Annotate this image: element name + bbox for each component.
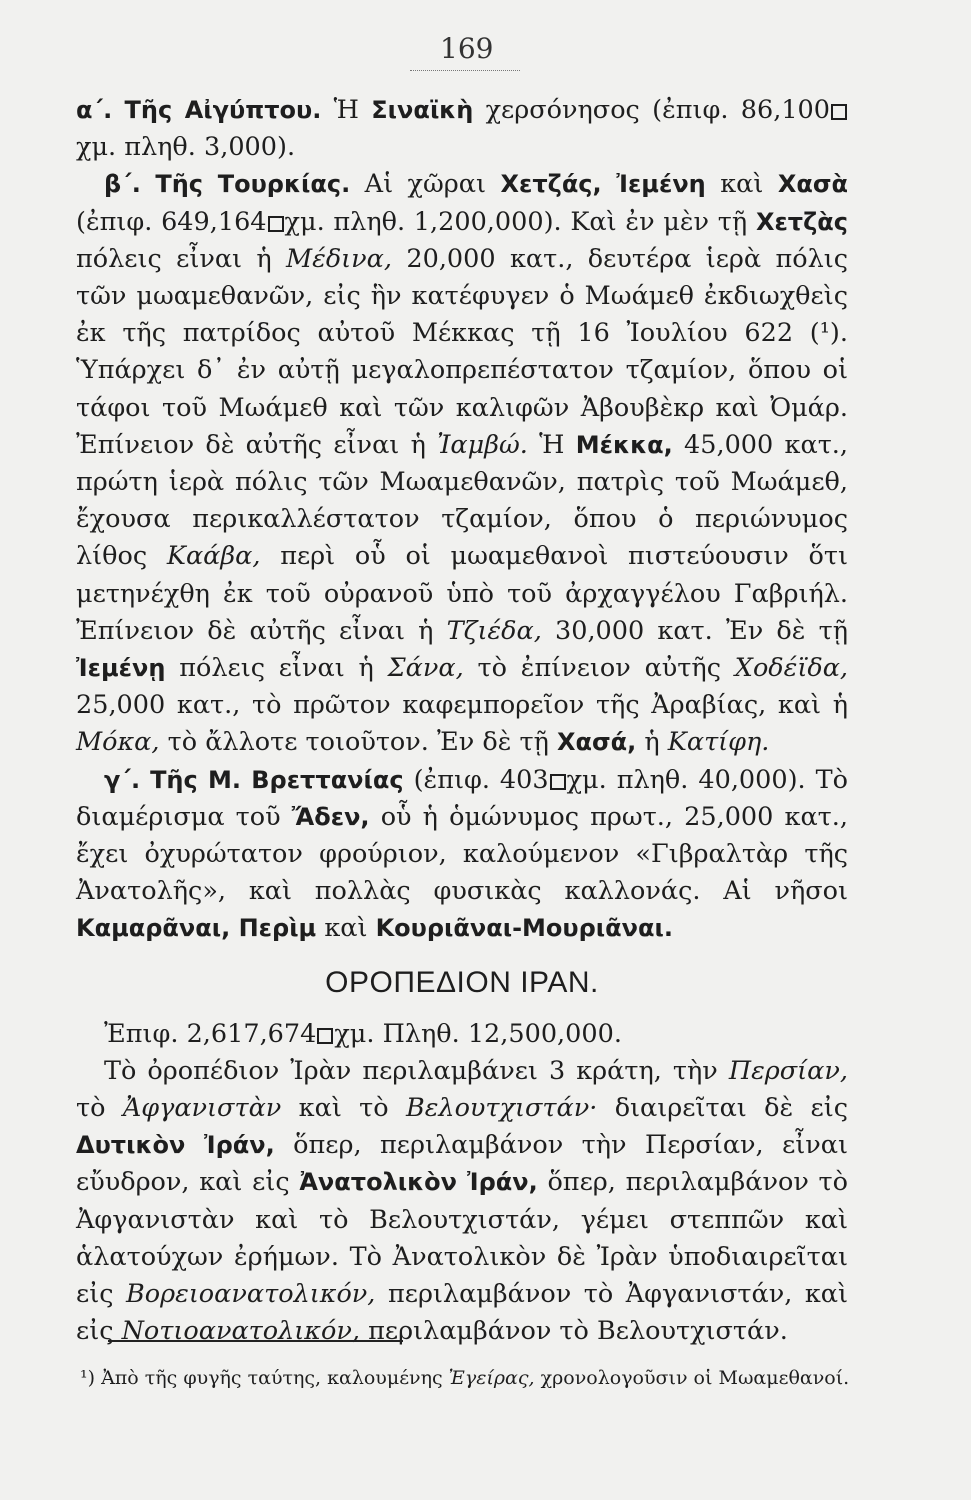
- page-number: 169: [440, 32, 494, 65]
- text: χμ. πληθ. 3,000).: [76, 132, 296, 163]
- place-name: Ἰεμένῃ: [76, 654, 166, 683]
- text: χμ. πληθ. 1,200,000). Καὶ ἐν μὲν τῇ: [284, 206, 748, 237]
- text: καὶ: [720, 169, 764, 200]
- place-name: Χασὰ: [777, 170, 848, 199]
- place-name: Χετζάς, Ἰεμένη: [500, 170, 706, 199]
- text: χρονολογοῦσιν οἱ Μωαμεθανοί.: [540, 1367, 850, 1389]
- main-text: [76, 92, 848, 1351]
- place-name: Ἄδεν,: [291, 802, 370, 831]
- square-symbol-icon: [831, 104, 847, 120]
- place-name: Χασά,: [557, 728, 637, 757]
- text: Ἐπιφ. 2,617,674: [104, 1018, 317, 1049]
- city-name: Ἰαμβώ.: [437, 429, 528, 460]
- text: περὶ οὗ οἱ μωαμεθανοὶ πιστεύουσιν ὅτι μετηνέχθη ἐκ τοῦ οὐρανοῦ ὑπὸ τοῦ ἀρχαγγέλου Γαβριήλ. Ἐπίνειον δὲ αὐτῆς εἶναι ἡ: [76, 541, 848, 646]
- city-name: Καάβα,: [166, 541, 261, 572]
- text: χμ. Πληθ. 12,500,000.: [334, 1018, 622, 1049]
- page-number-rule: [410, 70, 520, 71]
- section-egypt: [76, 92, 848, 166]
- text: τὸ ἄλλοτε τοιοῦτον. Ἐν δὲ τῇ: [167, 727, 549, 758]
- footnote-rule: [108, 1340, 403, 1342]
- text: (ἐπιφ. 649,164: [76, 206, 267, 237]
- city-name: Κατίφη.: [667, 727, 770, 758]
- text: Ἀπὸ τῆς φυγῆς ταύτης, καλουμένης: [101, 1367, 443, 1389]
- heading-iran-plateau: ΟΡΟΠΕΔΙΟΝ ΙΡΑΝ.: [325, 965, 599, 999]
- section-title: Τῆς Μ. Βρεττανίας: [150, 765, 404, 794]
- place-name: Κουριᾶναι-Μουριᾶναι.: [375, 914, 673, 943]
- text: πόλεις εἶναι ἡ: [76, 243, 272, 274]
- place-name: Σιναϊκὴ: [371, 96, 474, 124]
- text: οὗ ἡ ὁμώνυμος πρωτ., 25,000 κατ., ἔχει ὀχυρώτατον φρούριον, καλούμενον «Γιβραλτὰρ τῆς Ἀνατολῆς», καὶ πολλὰς φυσικὰς καλλονάς. Αἱ νῆσοι: [76, 801, 848, 907]
- text: τὸ ἐπίνειον αὐτῆς: [477, 653, 721, 684]
- text: 45,000 κατ., πρώτη ἱερὰ πόλις τῶν Μωαμεθανῶν, πατρὶς τοῦ Μωάμεθ, ἔχουσα περικαλλέστατον τζαμίον, ὅπου ὁ περιώνυμος λίθος: [76, 429, 849, 572]
- text: (ἐπιφ. 403: [413, 764, 549, 795]
- place-name: Χετζὰς: [755, 207, 849, 236]
- text: χερσόνησος (ἐπιφ. 86,100: [485, 95, 830, 125]
- text: πόλεις εἶναι ἡ: [179, 653, 374, 684]
- section-title: Τῆς Αἰγύπτου.: [124, 96, 322, 124]
- city-name: Μέδινα,: [286, 243, 393, 274]
- term: Ἐγείρας,: [448, 1367, 535, 1389]
- place-name: Μέκκα,: [575, 430, 673, 459]
- iran-stats: [76, 1016, 848, 1053]
- country-name: Περσίαν,: [728, 1055, 849, 1086]
- text: 30,000 κατ. Ἐν δὲ τῇ: [555, 615, 848, 646]
- region-name: Νοτιοανατολικόν,: [121, 1316, 360, 1347]
- section-label: β΄.: [104, 170, 141, 199]
- region-name: Δυτικὸν Ἰράν,: [76, 1131, 275, 1160]
- place-name: Καμαρᾶναι, Περὶμ: [76, 914, 317, 943]
- country-name: Βελουτχιστάν·: [405, 1093, 598, 1124]
- section-turkey: [76, 166, 848, 761]
- text: τὸ: [76, 1093, 106, 1124]
- section-title: Τῆς Τουρκίας.: [155, 170, 351, 199]
- iran-paragraph: [76, 1053, 848, 1351]
- text: ὅπερ, περιλαμβάνον τὴν Περσίαν, εἶναι εὔυδρον, καὶ εἰς: [76, 1130, 848, 1198]
- text: περιλαμβάνον τὸ Ἀφγανιστάν, καὶ εἰς: [76, 1279, 848, 1347]
- square-symbol-icon: [550, 774, 566, 790]
- text: καὶ τὸ: [298, 1093, 389, 1124]
- text: 20,000 κατ., δευτέρα ἱερὰ πόλις τῶν μωαμεθανῶν, εἰς ἣν κατέφυγεν ὁ Μωάμεθ ἐκδιωχθεὶς ἐκ τῆς πατρίδος αὐτοῦ Μέκκας τῇ 16 Ἰουλίου 622 (¹). Ὑπάρχει δ᾽ ἐν αὐτῇ μεγαλοπρεπέστατον τζαμίον, ὅπου οἱ τάφοι τοῦ Μωάμεθ καὶ τῶν καλιφῶν Ἀβουβὲκρ καὶ Ὀμάρ. Ἐπίνειον δὲ αὐτῆς εἶναι ἡ: [76, 243, 849, 460]
- text: Ἡ: [333, 95, 359, 125]
- section-label: γ΄.: [104, 765, 141, 794]
- country-name: Ἀφγανιστὰν: [122, 1093, 282, 1124]
- section-britain: [76, 762, 848, 948]
- city-name: Μόκα,: [76, 727, 160, 758]
- text: Ἡ: [539, 429, 565, 460]
- text: διαιρεῖται δὲ εἰς: [614, 1093, 849, 1124]
- square-symbol-icon: [268, 216, 284, 232]
- text: ἡ: [644, 727, 660, 758]
- text: περιλαμβάνον τὸ Βελουτχιστάν.: [368, 1316, 788, 1347]
- text: 25,000 κατ., τὸ πρῶτον καφεμπορεῖον τῆς Ἀραβίας, καὶ ἡ: [76, 690, 848, 721]
- region-name: Βορειοανατολικόν,: [126, 1279, 376, 1310]
- text: ὅπερ, περιλαμβάνον τὸ Ἀφγανιστὰν καὶ τὸ Βελουτχιστάν, γέμει στεππῶν καὶ ἁλατούχων ἐρήμων. Τὸ Ἀνατολικὸν δὲ Ἰρὰν ὑποδιαιρεῖται εἰς: [76, 1167, 849, 1310]
- section-label: α΄.: [76, 96, 113, 124]
- text: καὶ: [324, 913, 368, 944]
- city-name: Σάνα,: [387, 653, 464, 684]
- city-name: Χοδέϊδα,: [734, 653, 849, 684]
- footnote-mark: ¹): [80, 1367, 96, 1389]
- city-name: Τζιέδα,: [446, 615, 542, 646]
- square-symbol-icon: [317, 1028, 333, 1044]
- region-name: Ἀνατολικὸν Ἰράν,: [299, 1168, 538, 1197]
- text: Αἱ χῶραι: [364, 169, 486, 200]
- text: χμ. πληθ. 40,000). Τὸ διαμέρισμα τοῦ: [76, 764, 849, 832]
- text: Τὸ ὀροπέδιον Ἰρὰν περιλαμβάνει 3 κράτη, τὴν: [104, 1055, 718, 1086]
- footnote: [80, 1362, 850, 1394]
